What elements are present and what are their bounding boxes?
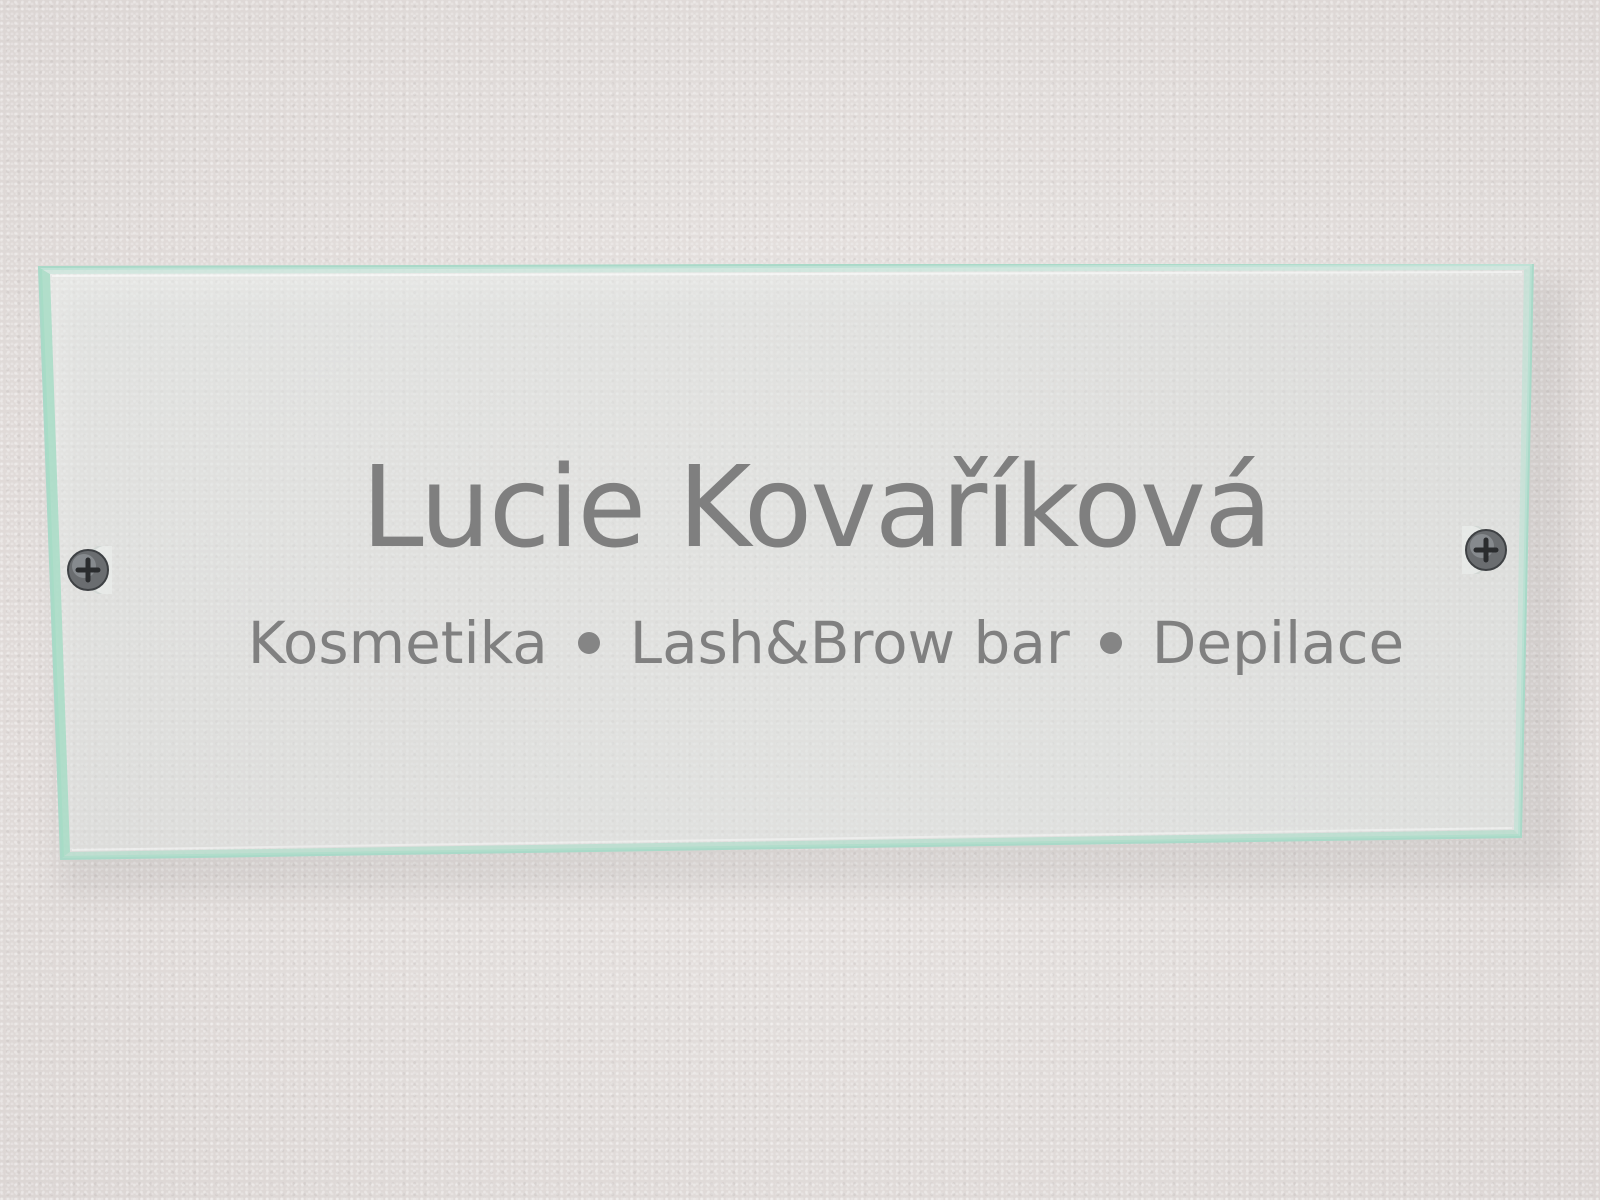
service-item: Kosmetika [247, 609, 548, 677]
services-line [176, 609, 1476, 677]
bullet-dot-icon [1100, 632, 1122, 654]
plaque-name: Lucie Kovaříková [361, 443, 1271, 573]
screw-icon [1462, 526, 1510, 574]
service-item: Lash&Brow bar [629, 609, 1070, 677]
service-item: Depilace [1151, 609, 1405, 677]
glass-name-plaque [36, 264, 1564, 876]
screw-icon [64, 546, 112, 594]
bullet-dot-icon [578, 632, 600, 654]
